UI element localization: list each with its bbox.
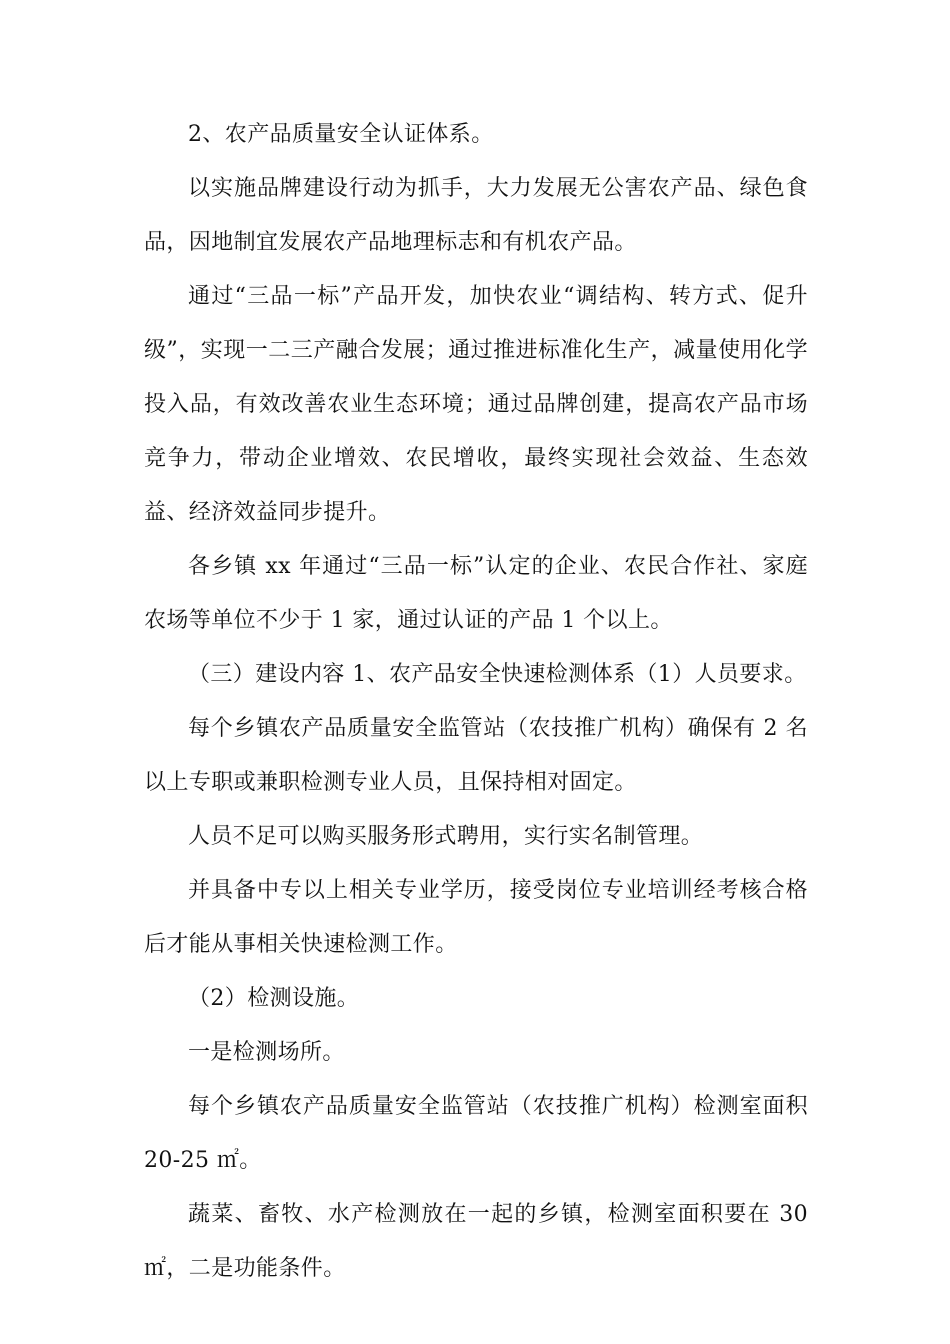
paragraph-testing-venue: 一是检测场所。 [188, 1040, 345, 1065]
paragraph-three-products-one-label: 通过“三品一标”产品开发，加快农业“调结构、转方式、促升级”，实现一二三产融合发展；通过推进标准化生产，减量使用化学投入品，有效改善农业生态环境；通过品牌创建，提高农产品市场竞争力，带动企业增效、农民增收，最终实现社会效益、生态效益、经济效益同步提升。 [144, 284, 808, 525]
paragraph-brand-building: 以实施品牌建设行动为抓手，大力发展无公害农产品、绿色食品，因地制宜发展农产品地理标志和有机农产品。 [144, 176, 808, 255]
paragraph-township-targets: 各乡镇 xx 年通过“三品一标”认定的企业、农民合作社、家庭农场等单位不少于 1 家，通过认证的产品 1 个以上。 [144, 554, 808, 633]
paragraph-testing-facilities: （2）检测设施。 [188, 986, 360, 1011]
document-body [144, 108, 808, 1296]
paragraph-service-purchase: 人员不足可以购买服务形式聘用，实行实名制管理。 [188, 824, 704, 849]
paragraph-lab-area: 每个乡镇农产品质量安全监管站（农技推广机构）检测室面积 20-25 ㎡。 [144, 1094, 808, 1173]
paragraph-certification-heading: 2、农产品质量安全认证体系。 [188, 122, 494, 147]
paragraph-construction-content: （三）建设内容 1、农产品安全快速检测体系（1）人员要求。 [188, 662, 807, 687]
paragraph-combined-lab-area: 蔬菜、畜牧、水产检测放在一起的乡镇，检测室面积要在 30 ㎡，二是功能条件。 [144, 1202, 808, 1281]
paragraph-staff-requirements: 每个乡镇农产品质量安全监管站（农技推广机构）确保有 2 名以上专职或兼职检测专业人员，且保持相对固定。 [144, 716, 808, 795]
paragraph-qualification: 并具备中专以上相关专业学历，接受岗位专业培训经考核合格后才能从事相关快速检测工作。 [144, 878, 808, 957]
